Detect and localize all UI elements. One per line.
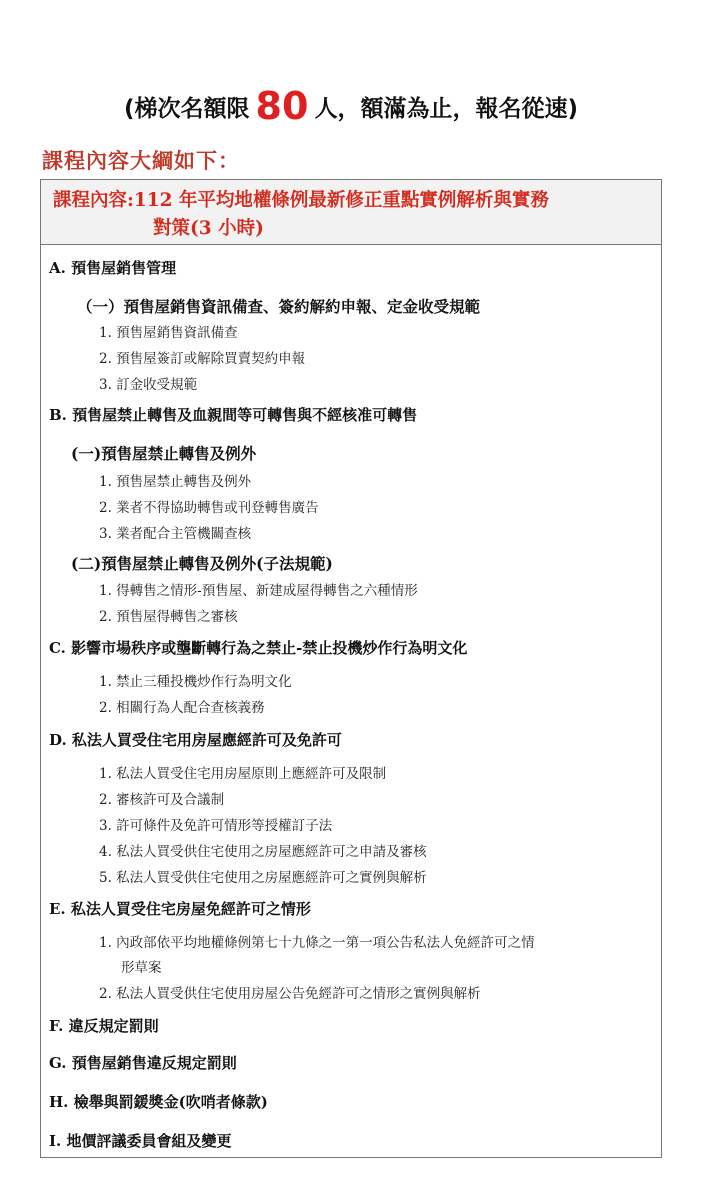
section-e-item: 1. 內政部依平均地權條例第七十九條之一第一項公告私法人免經許可之情 [99,935,535,951]
section-e-item: 2. 私法人買受供住宅使用房屋公告免經許可之情形之實例與解析 [99,986,481,1002]
course-outline-box [40,179,662,1158]
section-g-heading: G. 預售屋銷售違反規定罰則 [49,1054,237,1072]
outline-heading: 課程內容大綱如下： [42,149,240,173]
quota-number: 80 [255,84,309,128]
section-d-item: 2. 審核許可及合議制 [99,792,225,808]
section-c-heading: C. 影響市場秩序或壟斷轉行為之禁止-禁止投機炒作行為明文化 [49,639,468,657]
section-a-sub1: （一）預售屋銷售資訊備查、簽約解約申報、定金收受規範 [77,297,481,316]
section-a-heading: A. 預售屋銷售管理 [49,259,177,277]
section-b-sub2-item: 1. 得轉售之情形-預售屋、新建成屋得轉售之六種情形 [99,583,418,599]
registration-notice [0,84,702,131]
section-d-item: 5. 私法人買受供住宅使用之房屋應經許可之實例與解析 [99,870,427,886]
section-b-heading: B. 預售屋禁止轉售及血親間等可轉售與不經核准可轉售 [49,406,418,424]
section-e-heading: E. 私法人買受住宅房屋免經許可之情形 [49,900,311,918]
section-e-item-continuation: 形草案 [121,960,162,976]
section-b-sub1-item: 3. 業者配合主管機關查核 [99,526,252,542]
notice-prefix: (梯次名額限 [124,96,250,122]
section-b-sub1: (一)預售屋禁止轉售及例外 [71,444,257,463]
section-a-item: 2. 預售屋簽訂或解除買賣契約申報 [99,351,306,367]
section-b-sub1-item: 1. 預售屋禁止轉售及例外 [99,474,252,490]
section-d-item: 3. 許可條件及免許可情形等授權訂子法 [99,818,333,834]
section-d-item: 4. 私法人買受供住宅使用之房屋應經許可之申請及審核 [99,844,427,860]
notice-suffix: 人，額滿為止，報名從速) [314,96,578,122]
course-title-line1: 課程內容:112 年平均地權條例最新修正重點實例解析與實務 [53,190,549,211]
section-d-heading: D. 私法人買受住宅用房屋應經許可及免許可 [49,731,342,749]
section-b-sub2-item: 2. 預售屋得轉售之審核 [99,609,238,625]
section-c-item: 1. 禁止三種投機炒作行為明文化 [99,674,292,690]
section-a-item: 3. 訂金收受規範 [99,377,198,393]
section-h-heading: H. 檢舉與罰鍰獎金(吹哨者條款) [49,1093,268,1111]
section-f-heading: F. 違反規定罰則 [49,1017,159,1035]
section-a-item: 1. 預售屋銷售資訊備查 [99,325,238,341]
section-d-item: 1. 私法人買受住宅用房屋原則上應經許可及限制 [99,766,387,782]
section-c-item: 2. 相關行為人配合查核義務 [99,700,265,716]
course-title-line2: 對策(3 小時) [153,218,264,239]
section-b-sub2: (二)預售屋禁止轉售及例外(子法規範) [71,554,333,573]
section-i-heading: I. 地價評議委員會組及變更 [49,1132,232,1150]
section-b-sub1-item: 2. 業者不得協助轉售或刊登轉售廣告 [99,500,319,516]
course-title [41,180,661,245]
